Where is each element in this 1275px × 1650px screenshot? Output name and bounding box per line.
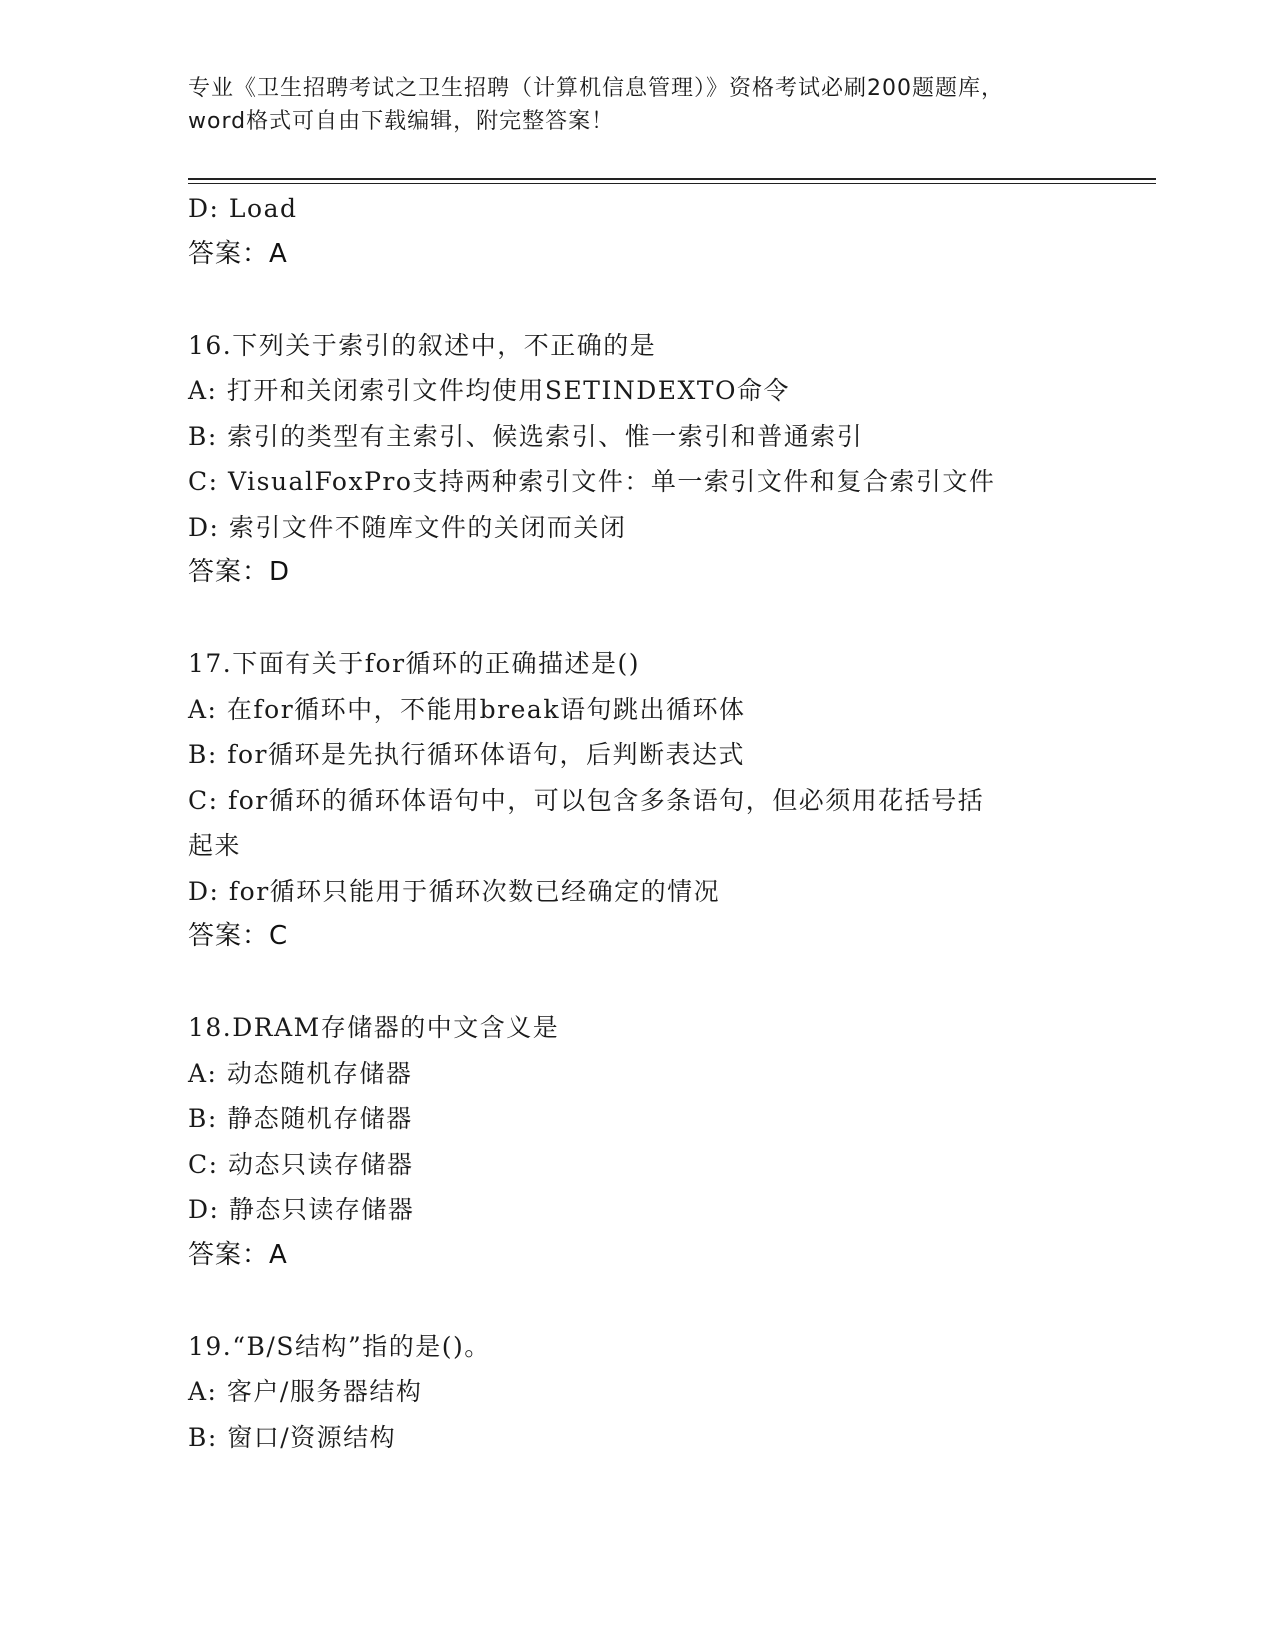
document-header — [188, 72, 1108, 138]
question-option-b: B: 窗口/资源结构 — [188, 1422, 397, 1452]
header-divider-thin — [188, 183, 1156, 184]
prev-question-option-d: D: Load — [188, 194, 298, 223]
question-stem: 17.下面有关于for循环的正确描述是() — [188, 649, 641, 678]
question-option-c: C: for循环的循环体语句中，可以包含多条语句，但必须用花括号括 — [188, 785, 985, 815]
question-answer: 答案：C — [188, 921, 289, 951]
prev-question-answer: 答案：A — [188, 238, 288, 269]
question-option-d: D: 静态只读存储器 — [188, 1195, 415, 1224]
question-stem: 16.下列关于索引的叙述中，不正确的是 — [188, 330, 657, 360]
question-answer: 答案：A — [188, 1239, 288, 1270]
header-title-line-1: 专业《卫生招聘考试之卫生招聘（计算机信息管理）》资格考试必刷200题题库， — [188, 76, 1004, 101]
spacer — [188, 1278, 1088, 1324]
question-option-c: C: VisualFoxPro支持两种索引文件：单一索引文件和复合索引文件 — [188, 467, 996, 496]
question-option-d: D: for循环只能用于循环次数已经确定的情况 — [188, 876, 721, 906]
question-option-c-continued: 起来 — [188, 831, 242, 860]
spacer — [188, 596, 1088, 642]
question-option-a: A: 动态随机存储器 — [188, 1058, 413, 1088]
question-option-a: A: 在for循环中，不能用break语句跳出循环体 — [188, 694, 746, 724]
question-option-d: D: 索引文件不随库文件的关闭而关闭 — [188, 512, 627, 542]
question-19 — [188, 1324, 1088, 1461]
question-option-a: A: 客户/服务器结构 — [188, 1377, 423, 1406]
question-option-b: B: for循环是先执行循环体语句，后判断表达式 — [188, 740, 745, 769]
question-stem: 18.DRAM存储器的中文含义是 — [188, 1013, 560, 1042]
spacer — [188, 277, 1088, 323]
question-list — [188, 186, 1088, 1460]
question-answer: 答案：D — [188, 557, 291, 587]
question-17 — [188, 641, 1088, 960]
spacer — [188, 960, 1088, 1006]
question-option-c: C: 动态只读存储器 — [188, 1149, 414, 1179]
question-18 — [188, 1005, 1088, 1278]
header-divider-thick — [188, 178, 1156, 180]
header-title-line-2: word格式可自由下载编辑，附完整答案！ — [188, 109, 615, 134]
question-option-b: B: 索引的类型有主索引、候选索引、惟一索引和普通索引 — [188, 421, 864, 451]
question-option-a: A: 打开和关闭索引文件均使用SETINDEXTO命令 — [188, 376, 790, 405]
question-option-b: B: 静态随机存储器 — [188, 1104, 413, 1133]
question-stem: 19.“B/S结构”指的是()。 — [188, 1331, 491, 1361]
question-16 — [188, 323, 1088, 596]
